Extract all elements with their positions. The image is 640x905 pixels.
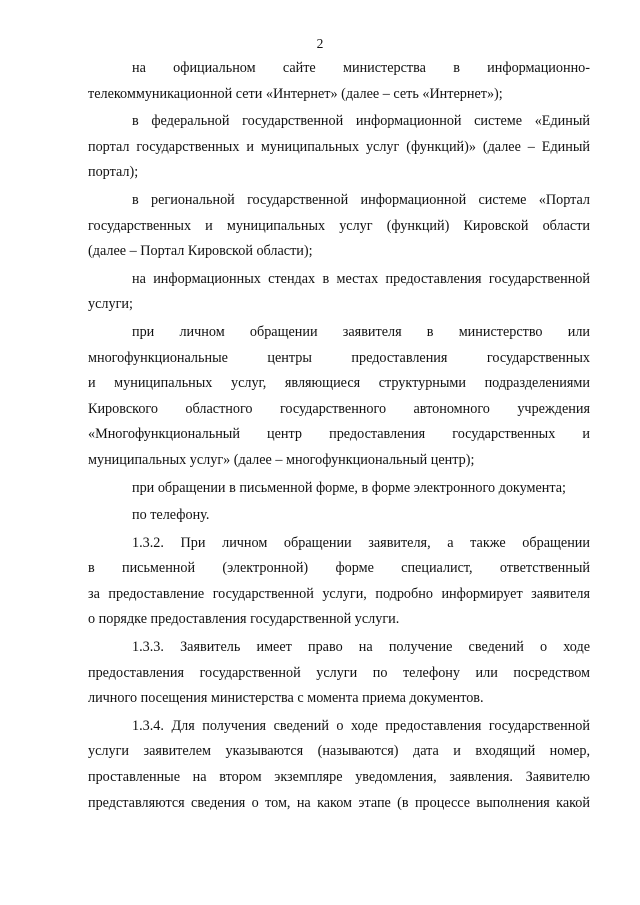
text-line: при обращении в письменной форме, в форме электронного документа;: [132, 479, 566, 496]
paragraph-1-3-2: [88, 531, 590, 633]
text-line: в письменной (электронной) форме специалист, ответственный: [88, 560, 590, 577]
paragraph-official-site: [88, 56, 590, 107]
text-line: и муниципальных услуг, являющиеся структурными подразделениями: [88, 375, 590, 392]
text-line: о порядке предоставления государственной услуги.: [88, 611, 400, 628]
text-line: за предоставление государственной услуги, подробно информирует заявителя: [88, 585, 590, 602]
text-line: портал государственных и муниципальных услуг (функций)» (далее – Единый: [88, 138, 590, 155]
text-line: 1.3.3. Заявитель имеет право на получение сведений о ходе: [132, 639, 590, 656]
document-body: [88, 56, 590, 816]
text-line: на официальном сайте министерства в информационно-: [132, 60, 590, 76]
paragraph-1-3-3: [88, 635, 590, 712]
text-line: Кировского областного государственного автономного учреждения: [88, 400, 590, 417]
paragraph-unified-portal: [88, 109, 590, 186]
text-line: предоставления государственной услуги по телефону или посредством: [88, 664, 590, 681]
paragraph-written-request: [88, 476, 590, 502]
text-line: портал);: [88, 164, 139, 181]
text-line: муниципальных услуг» (далее – многофункциональный центр);: [88, 451, 475, 468]
text-line: при личном обращении заявителя в министерство или: [132, 323, 590, 340]
text-line: государственных и муниципальных услуг (функций) Кировской области: [88, 217, 590, 234]
text-line: 1.3.4. Для получения сведений о ходе предоставления государственной: [132, 717, 590, 734]
text-line: личного посещения министерства с момента приема документов.: [88, 690, 484, 707]
page-number: 2: [316, 36, 324, 51]
text-line: 1.3.2. При личном обращении заявителя, а также обращении: [132, 534, 590, 551]
text-line: в региональной государственной информационной системе «Портал: [132, 191, 590, 208]
text-line: проставленные на втором экземпляре уведомления, заявления. Заявителю: [88, 769, 590, 786]
text-line: в федеральной государственной информационной системе «Единый: [132, 113, 590, 130]
paragraph-1-3-4: [88, 714, 590, 816]
text-line: представляются сведения о том, на каком этапе (в процессе выполнения какой: [88, 794, 590, 811]
paragraph-kirov-portal: [88, 188, 590, 265]
text-line: услуги заявителем указываются (называются) дата и входящий номер,: [88, 743, 590, 760]
text-line: многофункциональные центры предоставления государственных: [88, 349, 590, 366]
paragraph-info-stands: [88, 267, 590, 318]
text-line: телекоммуникационной сети «Интернет» (далее – сеть «Интернет»);: [88, 85, 503, 102]
paragraph-phone: [88, 503, 590, 529]
text-line: «Многофункциональный центр предоставления государственных и: [88, 426, 590, 443]
text-line: на информационных стендах в местах предоставления государственной: [132, 270, 590, 287]
text-line: по телефону.: [132, 507, 210, 524]
paragraph-personal-visit: [88, 320, 590, 474]
text-line: (далее – Портал Кировской области);: [88, 243, 313, 260]
text-line: услуги;: [88, 296, 133, 313]
